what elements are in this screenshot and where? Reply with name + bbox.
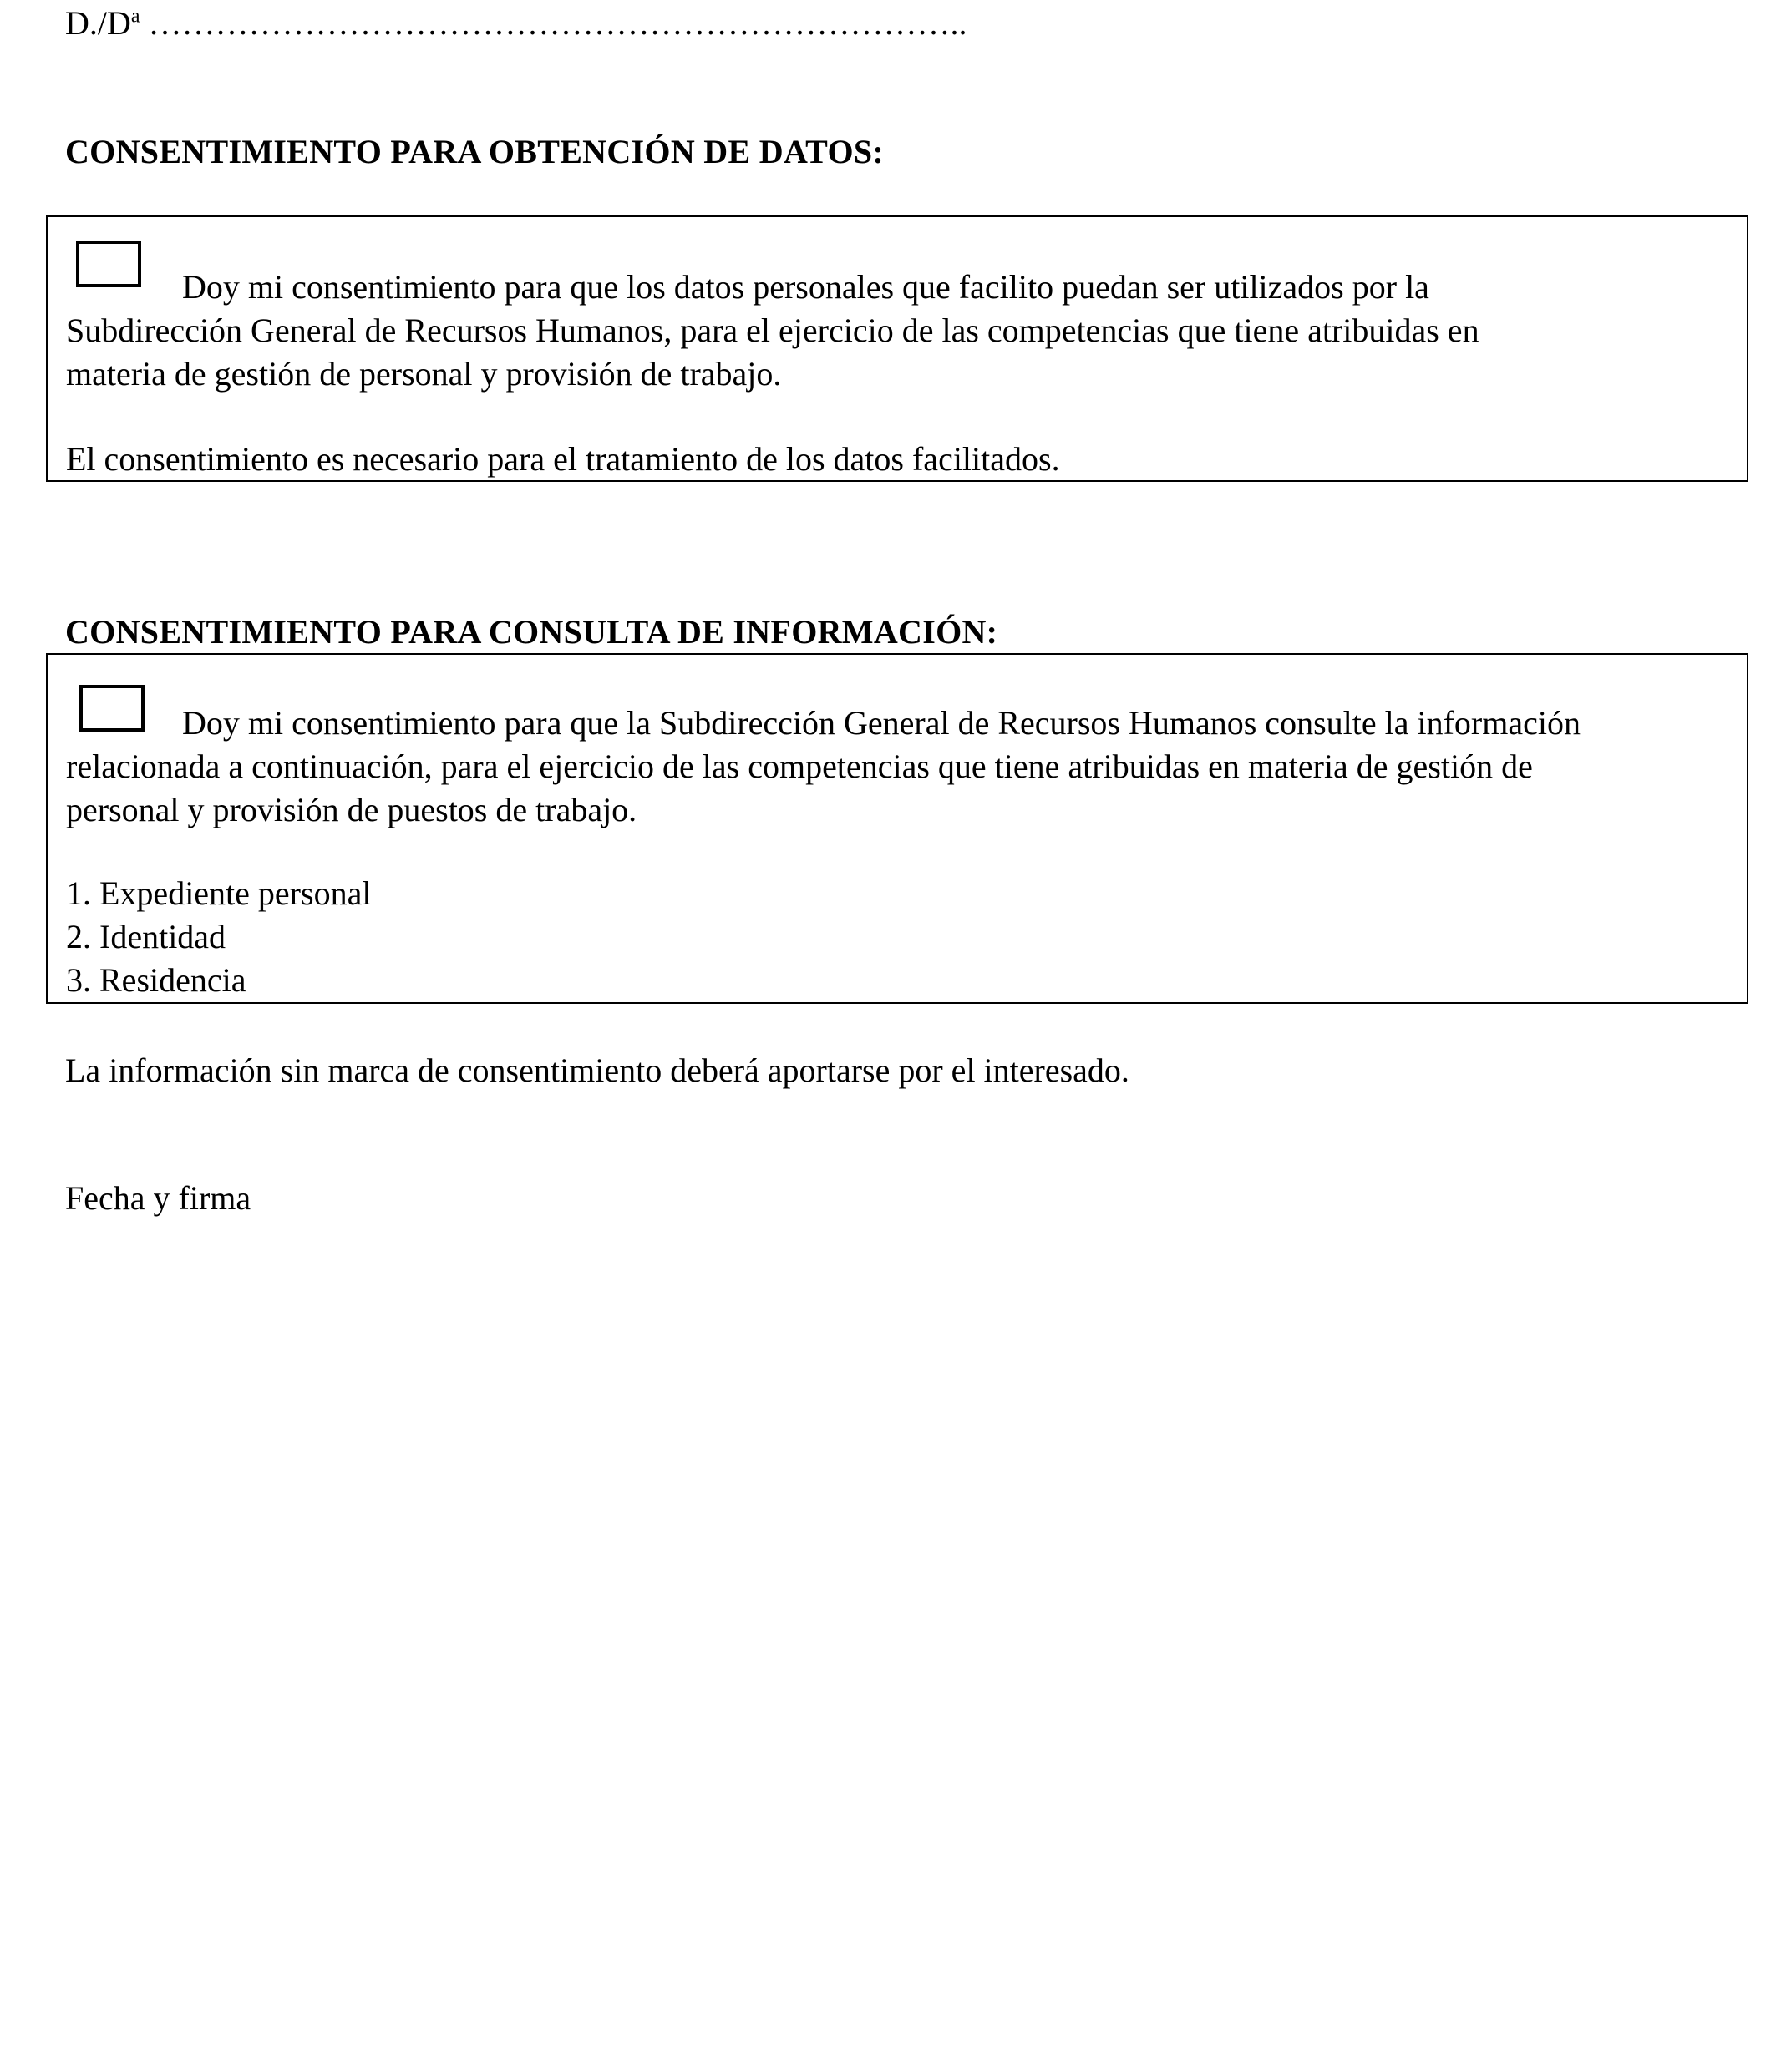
section-consulta-list xyxy=(66,872,371,1002)
section-obtencion-box xyxy=(46,215,1748,482)
section-obtencion-line-2: Subdirección General de Recursos Humanos, para el ejercicio de las competencias que tiene atribuidas en xyxy=(66,312,1479,349)
list-item: 1. Expediente personal xyxy=(66,874,372,912)
section-consulta-line-1: Doy mi consentimiento para que la Subdirección General de Recursos Humanos consulte la información xyxy=(182,704,1581,742)
list-item: 2. Identidad xyxy=(66,918,226,955)
list-item: 3. Residencia xyxy=(66,961,246,999)
section-obtencion-note: El consentimiento es necesario para el tratamiento de los datos facilitados. xyxy=(66,440,1060,478)
footer-notice: La información sin marca de consentimiento deberá aportarse por el interesado. xyxy=(65,1051,1129,1089)
applicant-name-line[interactable] xyxy=(65,2,967,45)
section-obtencion-line-3: materia de gestión de personal y provisión de trabajo. xyxy=(66,355,782,393)
section-obtencion-line-1: Doy mi consentimiento para que los datos personales que facilito puedan ser utilizados por la xyxy=(182,268,1429,306)
section-consulta-text xyxy=(66,702,1581,832)
section-consulta-title: CONSENTIMIENTO PARA CONSULTA DE INFORMACIÓN: xyxy=(65,613,998,651)
section-consulta-line-3: personal y provisión de puestos de trabajo. xyxy=(66,791,637,828)
signature-label: Fecha y firma xyxy=(65,1179,251,1217)
section-obtencion-text xyxy=(66,266,1479,396)
section-obtencion-title: CONSENTIMIENTO PARA OBTENCIÓN DE DATOS: xyxy=(65,133,885,170)
name-prefix-superscript: a xyxy=(130,5,140,28)
name-dotted-field[interactable]: ……………………………………………………………….. xyxy=(148,4,967,42)
section-consulta-line-2: relacionada a continuación, para el ejercicio de las competencias que tiene atribuidas en materia de gestión de xyxy=(66,747,1533,785)
section-consulta-box xyxy=(46,653,1748,1004)
name-prefix: D./D xyxy=(65,4,131,42)
